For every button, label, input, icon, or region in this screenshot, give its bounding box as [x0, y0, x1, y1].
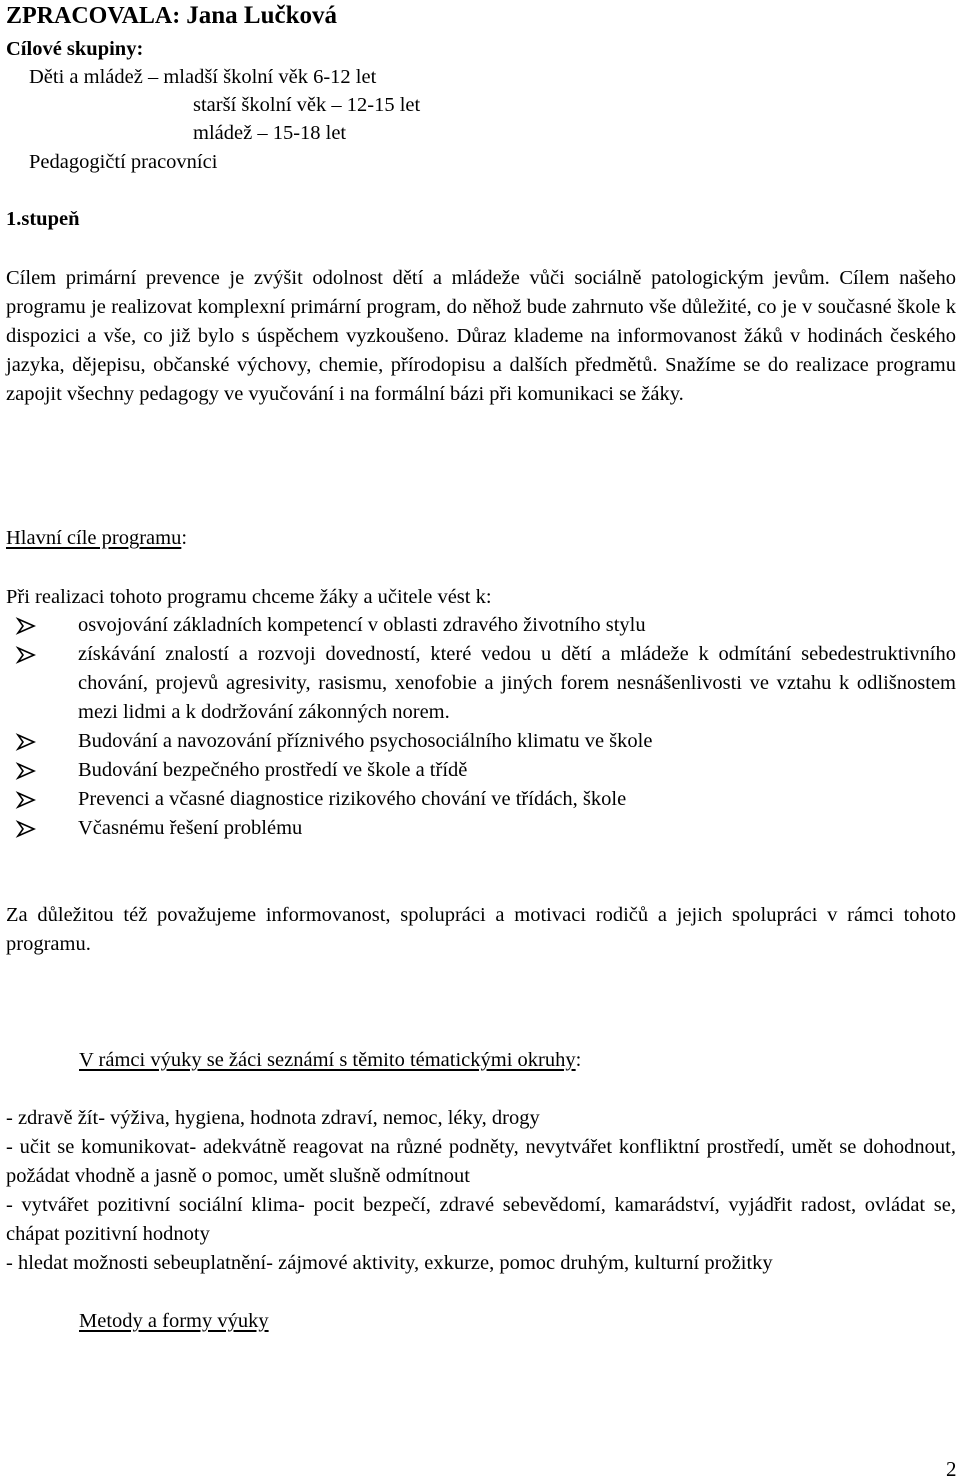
parents-paragraph: Za důležitou též považujeme informovanost, spolupráci a motivaci rodičů a jejich spolupráci v rámci tohoto programu. — [6, 904, 956, 955]
goals-lead: Při realizaci tohoto programu chceme žáky a učitele vést k: — [6, 586, 492, 608]
arrow-bullet-icon — [15, 756, 37, 785]
arrow-bullet-icon — [15, 785, 37, 814]
methods-heading-text: Metody a formy výuky — [79, 1310, 269, 1332]
target-groups-heading: Cílové skupiny: — [6, 38, 144, 60]
goal-item-text: získávání znalostí a rozvoji dovedností, které vedou u dětí a mládeže k odmítání sebedestruktivního chování, projevů agresivity, rasismu, xenofobie a jiných forem nesnášenlivosti ve vztahu k odlišnostem mezi lidmi a k dodržování zákonných norem. — [78, 643, 956, 723]
level-heading: 1.stupeň — [6, 208, 80, 230]
target-group-line-3: mládež – 15-18 let — [193, 122, 347, 144]
arrow-bullet-icon — [15, 727, 37, 756]
goal-item — [6, 640, 956, 727]
goal-item — [6, 611, 956, 640]
methods-heading — [79, 1307, 269, 1336]
topics-heading — [79, 1046, 581, 1075]
goal-item-text: osvojování základních kompetencí v oblasti zdravého životního stylu — [78, 614, 646, 636]
goals-heading — [6, 524, 187, 553]
goals-heading-text: Hlavní cíle programu — [6, 527, 182, 549]
goal-item — [6, 756, 956, 785]
intro-sentence-2: Cílem našeho programu je realizovat komplexní primární program, do něhož bude zahrnuto vše důležité, co je v současné škole k dispozici a vše, co již bylo s úspěchem vyzkoušeno. — [6, 267, 956, 347]
goal-item-text: Včasnému řešení problému — [78, 817, 303, 839]
goal-item-text: Prevenci a včasné diagnostice rizikového chování ve třídách, škole — [78, 788, 627, 810]
author-label: ZPRACOVALA: — [6, 3, 181, 29]
topics-heading-text: V rámci výuky se žáci seznámí s těmito tématickými okruhy — [79, 1049, 576, 1071]
goals-list — [6, 611, 956, 843]
intro-sentence-3: Důraz klademe na informovanost žáků v hodinách českého jazyka, dějepisu, občanské výchovy, chemie, přírodopisu a dalších předmětů. — [6, 325, 956, 376]
page-number: 2 — [946, 1457, 957, 1481]
target-group-line-4: Pedagogičtí pracovníci — [29, 151, 218, 173]
arrow-bullet-icon — [15, 640, 37, 669]
goals-heading-colon: : — [181, 527, 188, 549]
author-name: Jana Lučková — [186, 2, 337, 29]
goal-item — [6, 785, 956, 814]
arrow-bullet-icon — [15, 611, 37, 640]
intro-paragraph — [6, 264, 956, 409]
topic-item: - hledat možnosti sebeuplatnění- zájmové aktivity, exkurze, pomoc druhým, kulturní prožitky — [6, 1252, 773, 1274]
arrow-bullet-icon — [15, 814, 37, 843]
topic-item: - zdravě žít- výživa, hygiena, hodnota zdraví, nemoc, léky, drogy — [6, 1107, 540, 1129]
goal-item-text: Budování a navozování příznivého psychosociálního klimatu ve škole — [78, 730, 653, 752]
goal-item-text: Budování bezpečného prostředí ve škole a třídě — [78, 759, 468, 781]
topic-item: - vytvářet pozitivní sociální klima- pocit bezpečí, zdravé sebevědomí, kamarádství, vyjádřit radost, ovládat se, chápat pozitivní hodnoty — [6, 1194, 956, 1245]
target-group-line-1: Děti a mládež – mladší školní věk 6-12 let — [29, 66, 377, 88]
goal-item — [6, 727, 956, 756]
topics-heading-colon: : — [575, 1049, 582, 1071]
intro-sentence-1: Cílem primární prevence je zvýšit odolnost dětí a mládeže vůči sociálně patologickým jevům. — [6, 267, 830, 289]
topic-item: - učit se komunikovat- adekvátně reagovat na různé podněty, nevytvářet konfliktní prostředí, umět se dohodnout, požádat vhodně a jasně o pomoc, umět slušně odmítnout — [6, 1136, 956, 1187]
author-line — [6, 1, 337, 31]
topics-list — [6, 1104, 956, 1278]
target-group-line-2: starší školní věk – 12-15 let — [193, 94, 421, 116]
intro-sentence-4: Snažíme se do realizace programu zapojit všechny pedagogy ve vyučování i na formální bázi při komunikaci se žáky. — [6, 354, 956, 405]
goal-item — [6, 814, 956, 843]
